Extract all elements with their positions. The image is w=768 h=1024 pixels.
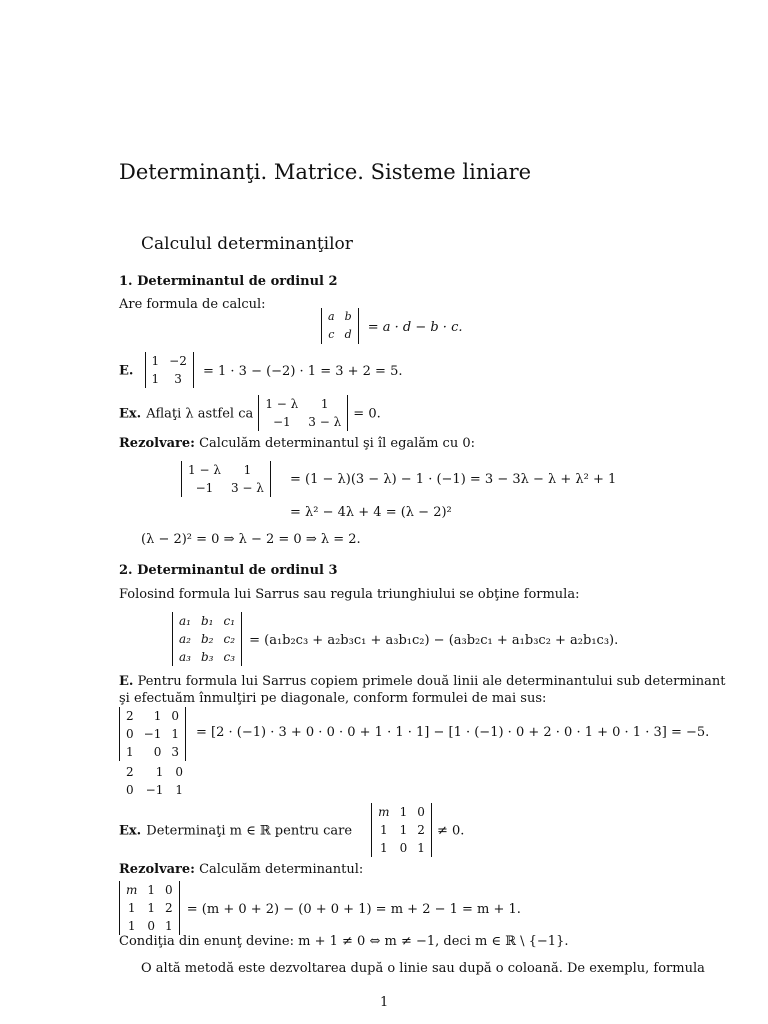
cell: c₃ xyxy=(223,650,235,664)
d2-formula-rhs: = a · d − b · c. xyxy=(367,319,463,335)
subsection-1-heading: 1. Determinantul de ordinul 2 xyxy=(119,274,338,289)
cell: 0 xyxy=(399,841,408,855)
cell: 2 xyxy=(165,901,173,915)
cell: 1 xyxy=(380,823,388,837)
sarrus-matrix-wrap xyxy=(119,707,186,761)
cell: 0 xyxy=(153,745,162,759)
section-title: Calculul determinanţilor xyxy=(141,234,353,254)
cell: a₃ xyxy=(179,650,191,664)
page-title: Determinanţi. Matrice. Sisteme liniare xyxy=(119,160,532,184)
d3-formula xyxy=(172,612,618,666)
cell: b xyxy=(344,310,352,323)
solution-label: Rezolvare: xyxy=(119,436,195,451)
rez1-conclusion: (λ − 2)² = 0 ⇒ λ − 2 = 0 ⇒ λ = 2. xyxy=(141,532,361,547)
cell: 1 xyxy=(399,805,408,819)
cell: 1 xyxy=(127,919,136,933)
example-text: Determinaţi m ∈ ℝ pentru care xyxy=(146,823,353,839)
cell: m xyxy=(126,883,138,897)
cell: 0 xyxy=(126,727,134,741)
cell: 1 xyxy=(151,372,160,386)
d3-rhs: = (a₁b₂c₃ + a₂b₃c₁ + a₃b₁c₂) − (a₃b₂c₁ + a₁b₃c₂ + a₂b₁c₃). xyxy=(249,632,619,648)
cell: 0 xyxy=(165,883,173,897)
example-label: E. xyxy=(119,363,134,379)
cell: 1 xyxy=(151,354,160,368)
ex1-matrix xyxy=(258,395,348,431)
cell: 1 xyxy=(147,883,156,897)
cell: 0 xyxy=(175,765,183,779)
example-label: Ex. xyxy=(119,406,142,422)
rez1-line-2: = λ² − 4λ + 4 = (λ − 2)² xyxy=(290,505,452,520)
sarrus-extra-grid xyxy=(126,763,183,799)
example-text: Aflaţi λ astfel ca xyxy=(146,406,254,422)
cell: −1 xyxy=(195,481,214,495)
cell: c₂ xyxy=(223,632,235,646)
e2-text-1: Pentru formula lui Sarrus copiem primele două linii ale determinantului sub determinant xyxy=(137,674,726,689)
solution-label: Rezolvare: xyxy=(119,862,195,877)
e1-matrix xyxy=(145,352,194,388)
d2-formula xyxy=(321,308,463,344)
rez2-rhs: = (m + 0 + 2) − (0 + 0 + 1) = m + 2 − 1 = m + 1. xyxy=(186,901,521,917)
cell: b₂ xyxy=(200,632,214,646)
cell: 1 xyxy=(147,901,156,915)
e2-text-2: şi efectuăm înmulţiri pe diagonale, conform formulei de mai sus: xyxy=(119,691,547,706)
d2-matrix xyxy=(321,308,359,344)
page-number: 1 xyxy=(380,995,389,1010)
cell: 1 xyxy=(320,397,329,411)
e2-paragraph-line1 xyxy=(119,674,726,689)
sarrus-extra-rows xyxy=(126,761,183,799)
cell: 2 xyxy=(417,823,425,837)
example-ex1 xyxy=(119,395,381,431)
cell: 1 xyxy=(175,783,183,797)
solution-text: Calculăm determinantul: xyxy=(199,862,364,877)
rez1-line-1: = (1 − λ)(3 − λ) − 1 · (−1) = 3 − 3λ − λ + λ² + 1 xyxy=(290,472,617,487)
cell: b₁ xyxy=(200,614,214,628)
cell: 1 xyxy=(243,463,252,477)
cell: 1 xyxy=(155,765,164,779)
solution-2 xyxy=(119,862,363,877)
cell: 1 xyxy=(417,841,425,855)
cell: 1 xyxy=(171,727,179,741)
rez1-matrix xyxy=(181,461,271,497)
cell: d xyxy=(344,328,352,341)
cell: 3 − λ xyxy=(230,481,264,495)
cell: 1 xyxy=(380,841,388,855)
cell: 0 xyxy=(126,783,134,797)
sub2-intro: Folosind formula lui Sarrus sau regula triunghiului se obţine formula: xyxy=(119,587,580,602)
cell: 1 − λ xyxy=(188,463,221,477)
cell: 3 xyxy=(171,745,179,759)
cell: 1 xyxy=(127,901,136,915)
example-ex2 xyxy=(119,803,464,857)
d3-matrix xyxy=(172,612,242,666)
e1-rhs: = 1 · 3 − (−2) · 1 = 3 + 2 = 5. xyxy=(202,363,403,379)
cell: 2 xyxy=(126,765,134,779)
cell: c₁ xyxy=(223,614,235,628)
cell: 3 − λ xyxy=(308,415,342,429)
solution-text: Calculăm determinantul şi îl egalăm cu 0: xyxy=(199,436,475,451)
cell: 0 xyxy=(147,919,156,933)
cell: −1 xyxy=(143,727,162,741)
cell: m xyxy=(378,805,390,819)
cell: 1 xyxy=(153,709,162,723)
cell: 0 xyxy=(417,805,425,819)
ex2-rhs: ≠ 0. xyxy=(436,823,465,839)
example-e1 xyxy=(119,352,402,388)
ex1-rhs: = 0. xyxy=(353,406,381,422)
cell: a xyxy=(328,310,335,323)
cell: 1 − λ xyxy=(265,397,299,411)
cell: 2 xyxy=(126,709,134,723)
cell: 1 xyxy=(399,823,408,837)
cell: 3 xyxy=(174,372,182,386)
sub1-intro: Are formula de calcul: xyxy=(119,297,266,312)
condition-line: Condiţia din enunţ devine: m + 1 ≠ 0 ⇔ m ≠ −1, deci m ∈ ℝ \ {−1}. xyxy=(119,934,569,949)
cell: a₁ xyxy=(179,614,191,628)
example-label: Ex. xyxy=(119,823,142,839)
rez1-matrix-wrap xyxy=(181,461,271,497)
sarrus-rhs: = [2 · (−1) · 3 + 0 · 0 · 0 + 1 · 1 · 1] − [1 · (−1) · 0 + 2 · 0 · 1 + 0 · 1 · 3] = −5. xyxy=(196,725,710,740)
cell: −2 xyxy=(169,354,187,368)
cell: −1 xyxy=(272,415,291,429)
ex2-matrix xyxy=(371,803,432,857)
other-method-line: O altă metodă este dezvoltarea după o linie sau după o coloană. De exemplu, formula xyxy=(141,961,705,976)
cell: 1 xyxy=(165,919,173,933)
solution-1 xyxy=(119,436,475,451)
subsection-2-heading: 2. Determinantul de ordinul 3 xyxy=(119,563,338,578)
example-label: E. xyxy=(119,674,134,689)
cell: c xyxy=(328,328,335,341)
cell: b₃ xyxy=(200,650,214,664)
cell: 1 xyxy=(126,745,134,759)
cell: −1 xyxy=(145,783,164,797)
sarrus-matrix xyxy=(119,707,186,761)
rez2-formula xyxy=(119,881,521,935)
cell: 0 xyxy=(171,709,179,723)
rez2-matrix xyxy=(119,881,180,935)
cell: a₂ xyxy=(179,632,191,646)
